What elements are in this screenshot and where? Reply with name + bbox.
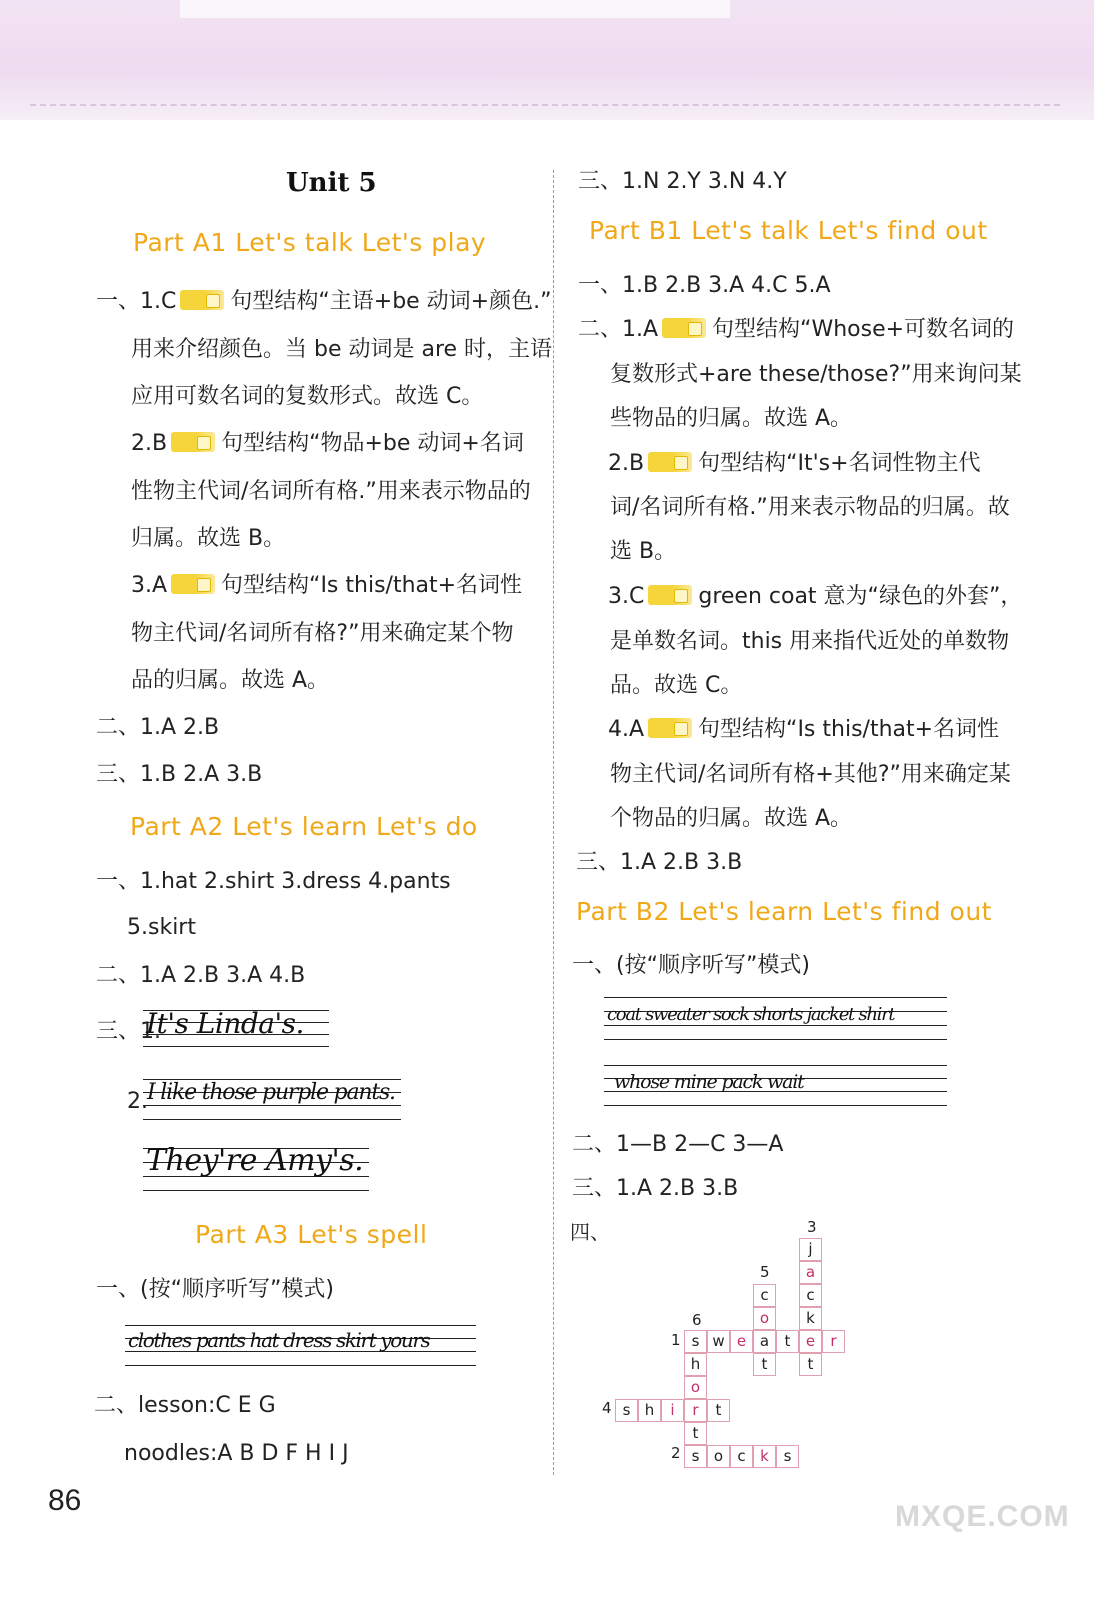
crossword-cell: t: [776, 1330, 799, 1353]
answer-label: 4.A: [608, 717, 645, 742]
analysis-badge-icon: [180, 290, 224, 310]
answer-line: 二、1—B 2—C 3—A: [572, 1132, 784, 1157]
watermark-text: MXQE.COM: [895, 1500, 1070, 1533]
crossword-cell: s: [776, 1445, 799, 1468]
handwritten-answer: whose mine pack wait: [614, 1071, 804, 1093]
analysis-text: 句型结构“主语+be 动词+颜色.”: [230, 289, 552, 314]
analysis-text: 用来介绍颜色。当 be 动词是 are 时，主语: [131, 337, 553, 362]
answer-line: 5.skirt: [127, 915, 196, 940]
page-number: 86: [48, 1484, 82, 1517]
answer-line: 一、1.B 2.B 3.A 4.C 5.A: [578, 273, 831, 298]
answer-b1-q2: [608, 450, 981, 478]
answer-label: 3.A: [131, 573, 168, 598]
analysis-text: 选 B。: [610, 539, 677, 564]
crossword-cell: a: [753, 1330, 776, 1353]
handwritten-answer: They're Amy's.: [146, 1143, 364, 1178]
crossword-cell: c: [753, 1284, 776, 1307]
analysis-text: 性物主代词/名词所有格.”用来表示物品的: [131, 479, 531, 504]
answer-line: 一、1.hat 2.shirt 3.dress 4.pants: [96, 869, 451, 894]
answer-label: 一、1.C: [96, 289, 177, 314]
analysis-text: 词/名词所有格.”用来表示物品的归属。故: [610, 495, 1010, 520]
crossword-number: 6: [692, 1311, 702, 1329]
handwritten-answer: It's Linda's.: [146, 1007, 304, 1040]
answer-label: 二、1.A: [578, 317, 659, 342]
crossword-cell: r: [822, 1330, 845, 1353]
analysis-text: 品。故选 C。: [610, 673, 743, 698]
analysis-text: 个物品的归属。故选 A。: [610, 806, 853, 831]
analysis-text: 是单数名词。this 用来指代近处的单数物: [610, 629, 1010, 654]
answer-label: 2.B: [131, 431, 168, 456]
analysis-badge-icon: [648, 718, 692, 738]
answer-b1-q3: [608, 583, 1022, 611]
crossword-cell: r: [684, 1399, 707, 1422]
crossword-cell: o: [753, 1307, 776, 1330]
answer-b1-q4: [608, 716, 999, 744]
answer-a1-q2: [131, 430, 524, 458]
crossword-cell: c: [730, 1445, 753, 1468]
crossword-cell: j: [799, 1238, 822, 1261]
handwritten-answer: I like those purple pants.: [147, 1080, 395, 1105]
analysis-badge-icon: [171, 432, 215, 452]
handwritten-answer: clothes pants hat dress skirt yours: [128, 1328, 430, 1352]
analysis-badge-icon: [648, 452, 692, 472]
crossword-cell: w: [707, 1330, 730, 1353]
crossword-number: 5: [760, 1263, 770, 1281]
analysis-text: 复数形式+are these/those?”用来询问某: [610, 362, 1022, 387]
analysis-text: 物主代词/名词所有格?”用来确定某个物: [131, 621, 514, 646]
analysis-text: 句型结构“Is this/that+名词性: [221, 573, 523, 598]
crossword-cell: k: [799, 1307, 822, 1330]
answer-label: 3.C: [608, 584, 645, 609]
crossword-number: 1: [671, 1331, 681, 1349]
analysis-text: 物主代词/名词所有格+其他?”用来确定某: [610, 762, 1011, 787]
analysis-badge-icon: [648, 585, 692, 605]
answer-a1-q1: [96, 288, 552, 316]
analysis-text: green coat 意为“绿色的外套”，: [698, 584, 1023, 609]
crossword-cell: s: [684, 1445, 707, 1468]
analysis-text: 句型结构“物品+be 动词+名词: [221, 431, 524, 456]
section-title-a3: Part A3 Let's spell: [195, 1220, 428, 1249]
answer-line: 三、1.B 2.A 3.B: [96, 762, 263, 787]
crossword-cell: h: [638, 1399, 661, 1422]
answer-line: 三、1.: [96, 1019, 161, 1044]
header-banner-tab: [180, 0, 730, 18]
crossword-cell: t: [684, 1422, 707, 1445]
crossword-cell: k: [753, 1445, 776, 1468]
section-title-a1: Part A1 Let's talk Let's play: [133, 228, 487, 257]
analysis-text: 句型结构“Whose+可数名词的: [712, 317, 1015, 342]
answer-line: 二、1.A 2.B 3.A 4.B: [96, 963, 306, 988]
answer-line: 二、1.A 2.B: [96, 715, 220, 740]
analysis-text: 归属。故选 B。: [131, 526, 286, 551]
crossword-cell: o: [707, 1445, 730, 1468]
crossword-cell: e: [730, 1330, 753, 1353]
answer-line: 三、1.A 2.B 3.B: [572, 1176, 739, 1201]
analysis-text: 些物品的归属。故选 A。: [610, 406, 853, 431]
crossword-cell: t: [799, 1353, 822, 1376]
handwritten-answer: coat sweater sock shorts jacket shirt: [607, 1004, 895, 1025]
answer-line: 四、: [570, 1220, 610, 1244]
answer-label: 2.B: [608, 451, 645, 476]
answer-line: noodles:A B D F H I J: [124, 1441, 349, 1466]
crossword-cell: s: [615, 1399, 638, 1422]
answer-line: 一、(按“顺序听写”模式): [572, 953, 810, 978]
answer-b1-q1: [578, 316, 1014, 344]
analysis-text: 句型结构“Is this/that+名词性: [698, 717, 1000, 742]
header-banner: [0, 0, 1094, 120]
crossword-number: 3: [807, 1218, 817, 1236]
crossword-cell: h: [684, 1353, 707, 1376]
crossword-cell: s: [684, 1330, 707, 1353]
crossword-number: 4: [602, 1399, 612, 1417]
answer-line: 三、1.N 2.Y 3.N 4.Y: [578, 169, 787, 194]
answer-line: 二、lesson:C E G: [94, 1393, 276, 1418]
analysis-text: 句型结构“It's+名词性物主代: [698, 451, 981, 476]
header-banner-dashed-line: [30, 104, 1060, 106]
section-title-b1: Part B1 Let's talk Let's find out: [589, 216, 988, 245]
column-divider: [553, 170, 554, 1475]
section-title-b2: Part B2 Let's learn Let's find out: [576, 897, 992, 926]
section-title-a2: Part A2 Let's learn Let's do: [130, 812, 478, 841]
analysis-text: 应用可数名词的复数形式。故选 C。: [131, 384, 484, 409]
crossword-cell: i: [661, 1399, 684, 1422]
answer-a1-q3: [131, 572, 522, 600]
crossword-cell: a: [799, 1261, 822, 1284]
analysis-badge-icon: [171, 574, 215, 594]
crossword-cell: o: [684, 1376, 707, 1399]
unit-title: Unit 5: [286, 168, 377, 198]
analysis-text: 品的归属。故选 A。: [131, 668, 330, 693]
crossword-cell: t: [753, 1353, 776, 1376]
answer-line: 2.: [127, 1089, 148, 1114]
answer-line: 三、1.A 2.B 3.B: [576, 850, 743, 875]
crossword-cell: e: [799, 1330, 822, 1353]
analysis-badge-icon: [662, 318, 706, 338]
crossword-cell: c: [799, 1284, 822, 1307]
crossword-cell: t: [707, 1399, 730, 1422]
answer-line: 一、(按“顺序听写”模式): [96, 1277, 334, 1302]
crossword-number: 2: [671, 1444, 681, 1462]
